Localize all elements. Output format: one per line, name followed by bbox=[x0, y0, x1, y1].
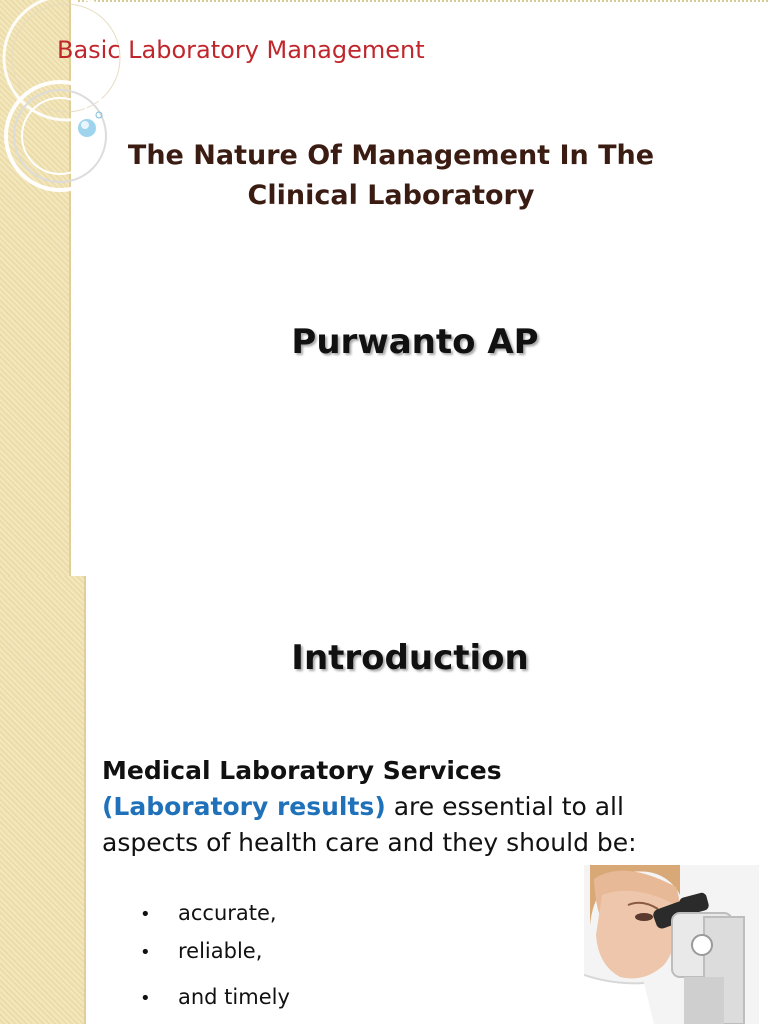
paragraph-rest: are essential to all aspects of health care and they should be: bbox=[102, 792, 637, 857]
intro-paragraph bbox=[102, 753, 662, 861]
list-item: • reliable, bbox=[140, 939, 263, 963]
bullet-icon: • bbox=[140, 988, 151, 1009]
sidebar-stripe bbox=[0, 576, 84, 1024]
list-item: • accurate, bbox=[140, 901, 277, 925]
slide-main-title: The Nature Of Management In The Clinical Laboratory bbox=[127, 140, 655, 211]
top-dotted-border bbox=[78, 0, 768, 2]
paragraph-lead: Medical Laboratory Services bbox=[102, 756, 502, 785]
bullet-icon: • bbox=[140, 942, 151, 963]
slide-heading: Introduction bbox=[291, 638, 529, 678]
paragraph-highlight: (Laboratory results) bbox=[102, 792, 386, 821]
lab-technician-microscope-photo bbox=[584, 865, 759, 1024]
bullet-icon: • bbox=[140, 904, 151, 925]
header-title: Basic Laboratory Management bbox=[57, 36, 425, 64]
sidebar-edge bbox=[84, 576, 86, 1024]
list-item: • and timely bbox=[140, 985, 290, 1009]
author-name: Purwanto AP bbox=[291, 322, 539, 362]
slide-introduction bbox=[0, 576, 768, 1024]
